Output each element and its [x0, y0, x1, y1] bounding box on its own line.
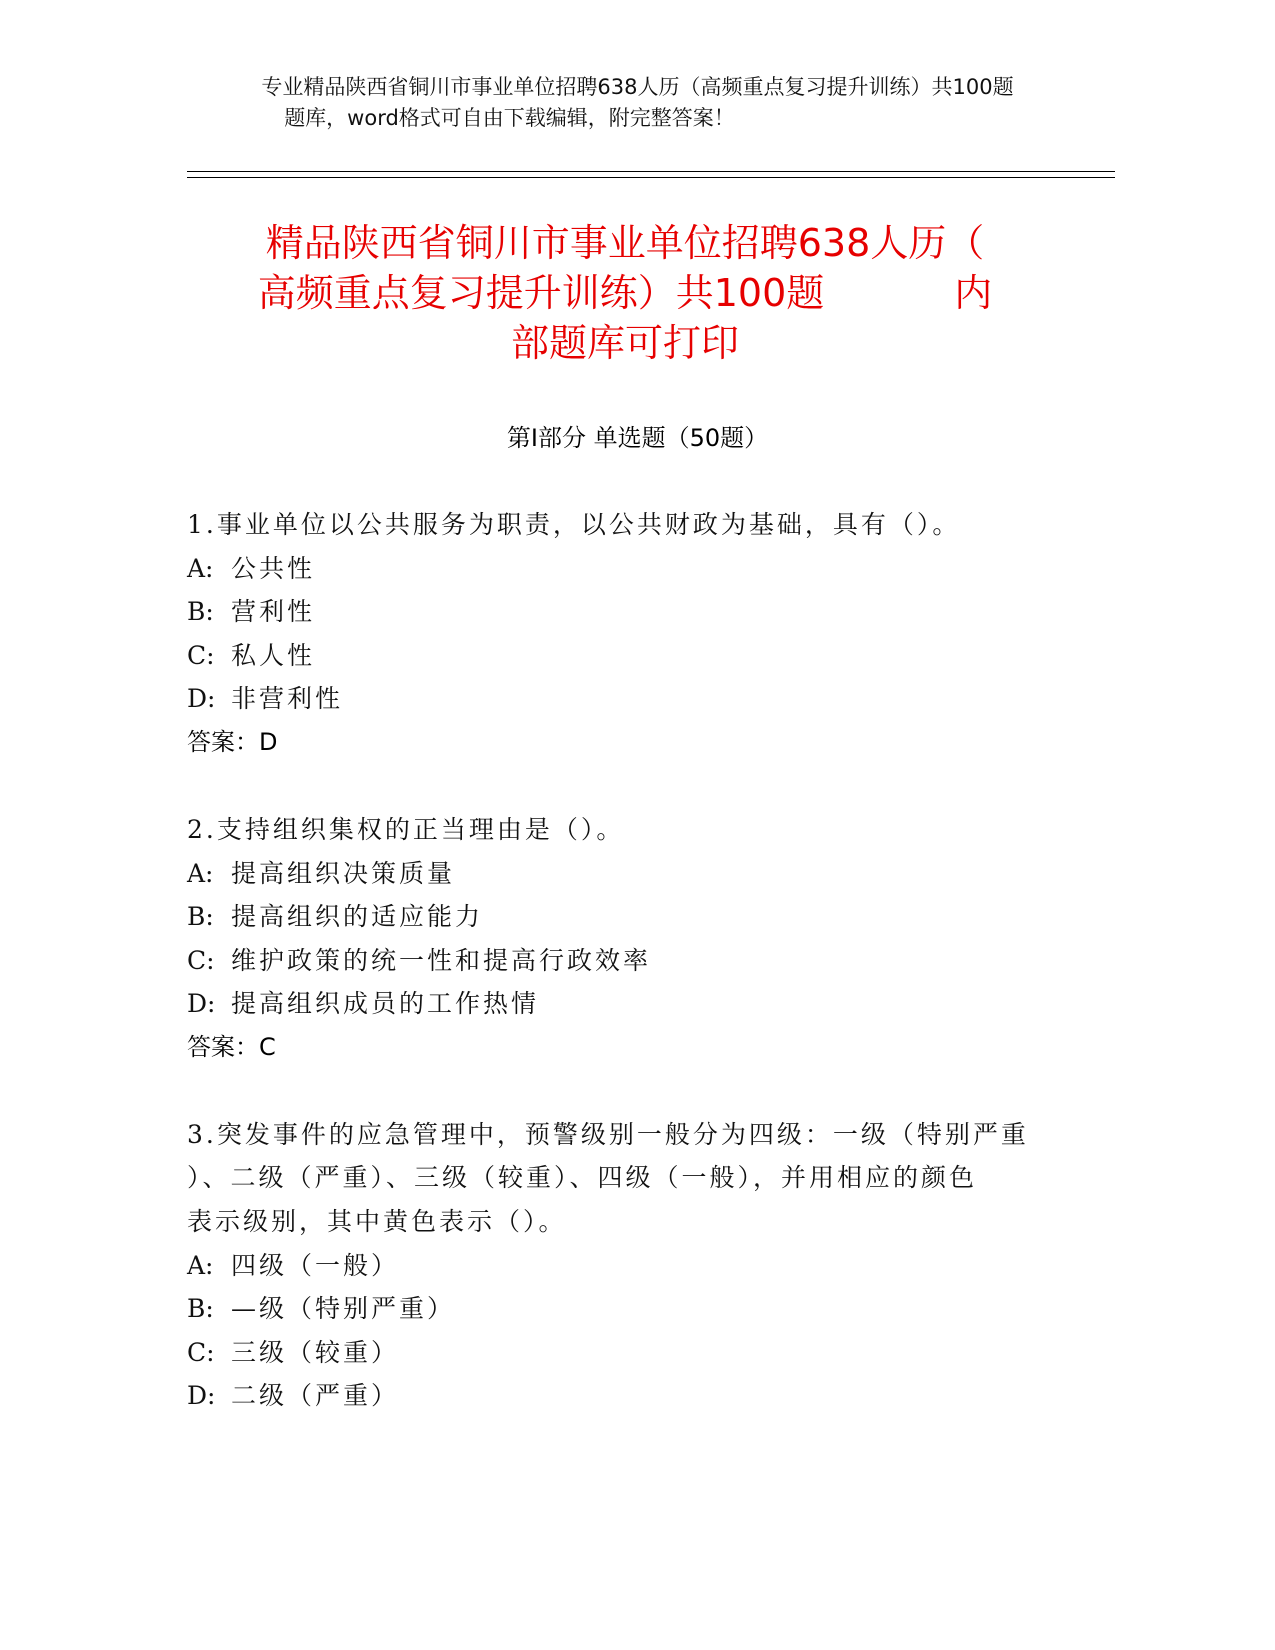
question-1-option-a — [187, 546, 315, 591]
option-text: —级（特别严重） — [231, 1294, 456, 1323]
header-line-2: 题库，word格式可自由下载编辑，附完整答案！ — [284, 106, 735, 130]
question-1-option-d — [187, 676, 343, 721]
question-2-answer: 答案：C — [187, 1033, 276, 1061]
question-2-option-d — [187, 981, 539, 1026]
option-text: 维护政策的统一性和提高行政效率 — [231, 946, 652, 975]
option-text: 私人性 — [231, 641, 316, 670]
option-text: 营利性 — [231, 597, 316, 626]
option-letter: D: — [187, 989, 216, 1018]
option-letter: C: — [187, 1338, 215, 1367]
option-letter: B: — [187, 597, 214, 626]
option-letter: B: — [187, 902, 214, 931]
option-text: 二级（严重） — [231, 1381, 400, 1410]
question-3-stem-line-3: 表示级别，其中黄色表示（）。 — [187, 1207, 567, 1236]
question-2-stem: 2.支持组织集权的正当理由是（）。 — [187, 815, 625, 844]
question-2-option-b — [187, 894, 483, 939]
option-letter: A: — [187, 859, 214, 888]
question-1-option-b — [187, 589, 315, 634]
header-rule-top — [187, 171, 1115, 172]
question-3-stem-line-1: 3.突发事件的应急管理中，预警级别一般分为四级：一级（特别严重 — [187, 1120, 1029, 1149]
option-text: 提高组织决策质量 — [231, 859, 456, 888]
option-text: 公共性 — [231, 554, 316, 583]
question-3-option-d — [187, 1373, 399, 1418]
question-2-option-c — [187, 938, 651, 983]
question-3-option-c — [187, 1330, 399, 1375]
document-title-line-1: 精品陕西省铜川市事业单位招聘638人历（ — [265, 221, 985, 265]
option-letter: C: — [187, 946, 215, 975]
option-text: 四级（一般） — [231, 1251, 400, 1280]
section-title: 第Ⅰ部分 单选题（50题） — [506, 424, 769, 452]
header-line-1: 专业精品陕西省铜川市事业单位招聘638人历（高频重点复习提升训练）共100题 — [261, 75, 1014, 99]
question-1-answer: 答案：D — [187, 728, 278, 756]
question-1-option-c — [187, 633, 315, 678]
document-title-line-2-tail: 内 — [954, 271, 993, 315]
option-text: 非营利性 — [231, 684, 344, 713]
document-title-line-3: 部题库可打印 — [510, 321, 739, 365]
header-rule-bottom — [187, 177, 1115, 178]
option-letter: B: — [187, 1294, 214, 1323]
question-2-option-a — [187, 851, 455, 896]
option-letter: D: — [187, 684, 216, 713]
option-text: 提高组织的适应能力 — [231, 902, 484, 931]
option-letter: C: — [187, 641, 215, 670]
question-1-stem: 1.事业单位以公共服务为职责，以公共财政为基础，具有（）。 — [187, 510, 961, 539]
option-text: 提高组织成员的工作热情 — [231, 989, 540, 1018]
document-title-line-2-text: 高频重点复习提升训练）共100题 — [257, 271, 825, 315]
option-letter: A: — [187, 554, 214, 583]
question-3-option-b — [187, 1286, 455, 1331]
option-letter: D: — [187, 1381, 216, 1410]
option-text: 三级（较重） — [231, 1338, 400, 1367]
question-3-option-a — [187, 1243, 399, 1288]
option-letter: A: — [187, 1251, 214, 1280]
document-title-line-2 — [190, 268, 1060, 318]
question-3-stem-line-2: ）、二级（严重）、三级（较重）、四级（一般），并用相应的颜色 — [187, 1163, 978, 1192]
